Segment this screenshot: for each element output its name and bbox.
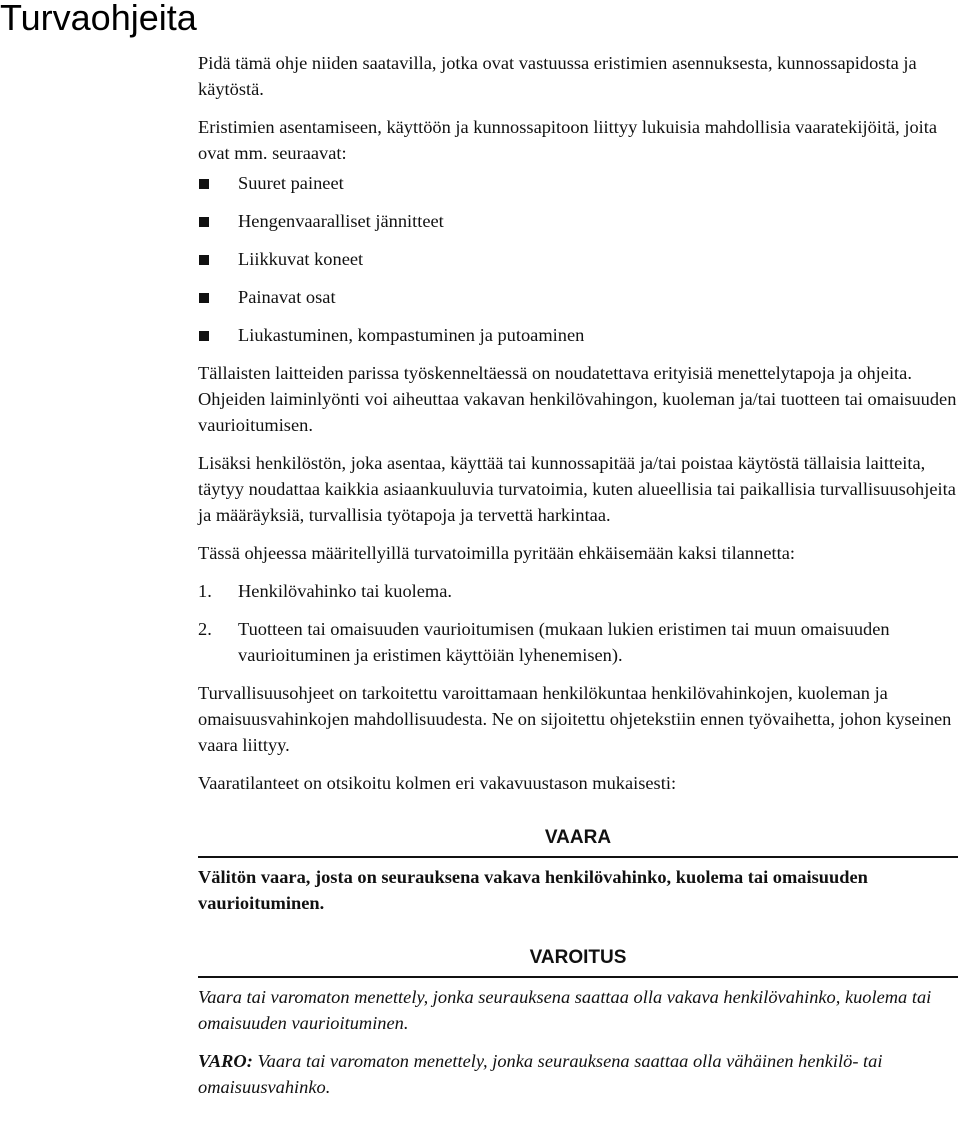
list-item [198, 322, 958, 348]
body-paragraph: Tässä ohjeessa määritellyillä turvatoimilla pyritään ehkäisemään kaksi tilannetta: [198, 543, 795, 563]
danger-heading: VAARA [544, 827, 612, 848]
hazard-list [198, 170, 958, 348]
caution-label: VARO: [198, 1051, 253, 1071]
list-item [198, 284, 958, 310]
caution-paragraph [198, 1048, 958, 1100]
situation-text: Henkilövahinko tai kuolema. [238, 581, 452, 601]
bullet-square-icon [199, 217, 209, 227]
body-paragraph: Tällaisten laitteiden parissa työskenneltäessä on noudatettava erityisiä menettelytapoja ja ohjeita. Ohjeiden laiminlyönti voi aiheuttaa vakavan henkilövahingon, kuoleman ja/tai tuotteen tai omaisuuden vaurioitumisen. [198, 363, 957, 435]
document-body [198, 50, 958, 1112]
list-item [198, 246, 958, 272]
intro-paragraph: Eristimien asentamiseen, käyttöön ja kunnossapitoon liittyy lukuisia mahdollisia vaaratekijöitä, joita ovat mm. seuraavat: [198, 117, 938, 163]
page-title: Turvaohjeita [0, 0, 197, 38]
list-item [198, 616, 958, 668]
hazard-text: Painavat osat [238, 287, 336, 307]
bullet-square-icon [199, 331, 209, 341]
bullet-square-icon [199, 179, 209, 189]
hazard-text: Liukastuminen, kompastuminen ja putoaminen [238, 325, 585, 345]
body-paragraph: Turvallisuusohjeet on tarkoitettu varoittamaan henkilökuntaa henkilövahinkojen, kuoleman ja omaisuusvahinkojen mahdollisuudesta. Ne on sijoitettu ohjetekstiin ennen työvaihetta, johon kyseinen vaara liittyy. [198, 683, 952, 755]
caution-text: Vaara tai varomaton menettely, jonka seurauksena saattaa olla vähäinen henkilö- tai omaisuusvahinko. [198, 1051, 883, 1097]
bullet-square-icon [199, 255, 209, 265]
warning-text: Vaara tai varomaton menettely, jonka seurauksena saattaa olla vakava henkilövahinko, kuolema tai omaisuuden vaurioituminen. [198, 987, 932, 1033]
intro-paragraph: Pidä tämä ohje niiden saatavilla, jotka ovat vastuussa eristimien asennuksesta, kunnossapidosta ja käytöstä. [198, 53, 917, 99]
hazard-text: Liikkuvat koneet [238, 249, 364, 269]
warning-heading: VAROITUS [529, 947, 627, 968]
situation-list [198, 578, 958, 668]
list-number: 2. [198, 619, 212, 639]
danger-text: Välitön vaara, josta on seurauksena vakava henkilövahinko, kuolema tai omaisuuden vaurioituminen. [198, 867, 868, 913]
list-number: 1. [198, 581, 212, 601]
list-item [198, 208, 958, 234]
situation-text: Tuotteen tai omaisuuden vaurioitumisen (mukaan lukien eristimen tai muun omaisuuden vaurioituminen ja eristimen käyttöiän lyhenemisen). [238, 619, 890, 665]
body-paragraph: Vaaratilanteet on otsikoitu kolmen eri vakavuustason mukaisesti: [198, 773, 677, 793]
danger-divider [198, 856, 958, 858]
hazard-text: Hengenvaaralliset jännitteet [238, 211, 444, 231]
list-item [198, 578, 958, 604]
warning-divider [198, 976, 958, 978]
hazard-text: Suuret paineet [238, 173, 344, 193]
list-item [198, 170, 958, 196]
bullet-square-icon [199, 293, 209, 303]
body-paragraph: Lisäksi henkilöstön, joka asentaa, käyttää tai kunnossapitää ja/tai poistaa käytöstä tällaisia laitteita, täytyy noudattaa kaikkia asiaankuuluvia turvatoimia, kuten alueellisia tai paikallisia turvallisuusohjeita ja määräyksiä, turvallisia työtapoja ja tervettä harkintaa. [198, 453, 956, 525]
